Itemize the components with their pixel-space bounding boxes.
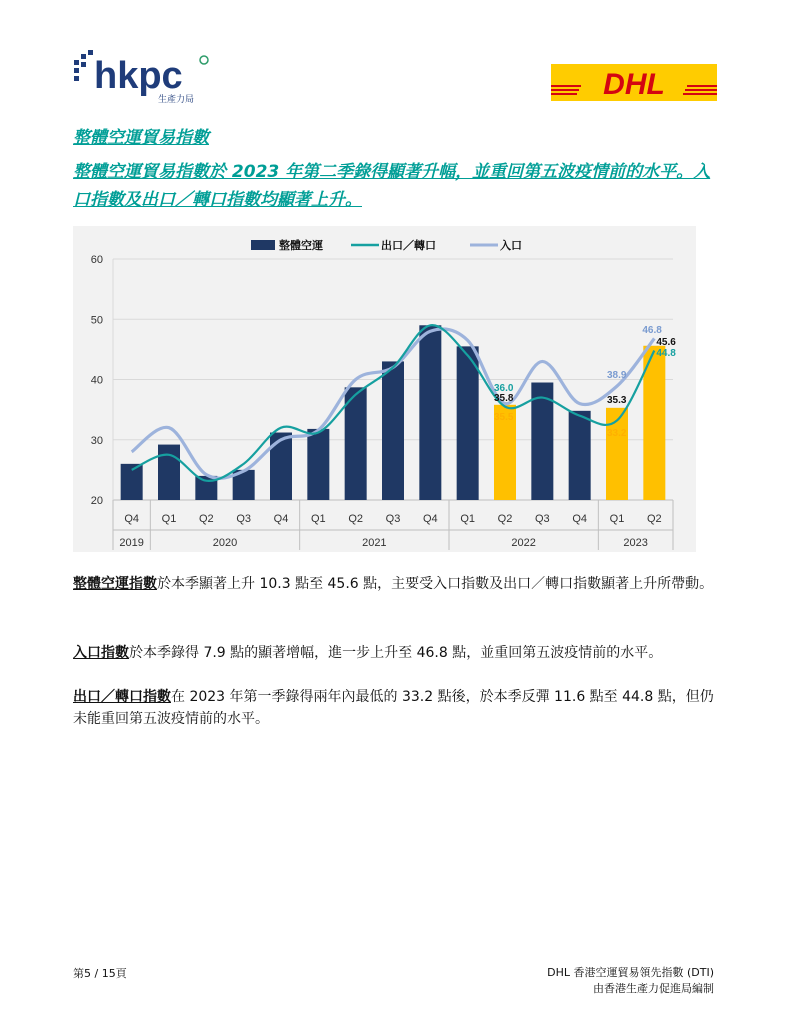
x-tick-label: Q4 bbox=[273, 513, 289, 525]
chart-svg bbox=[73, 226, 696, 552]
paragraph-import bbox=[73, 642, 723, 664]
bar bbox=[382, 361, 404, 500]
paragraph-export bbox=[73, 686, 723, 730]
hkpc-logo-sub: 生產力局 bbox=[158, 95, 195, 105]
bar bbox=[270, 433, 292, 500]
x-tick-label: Q2 bbox=[348, 513, 364, 525]
year-label: 2021 bbox=[362, 537, 387, 549]
hkpc-logo-text: hkpc bbox=[94, 55, 183, 97]
data-label: 33.2 bbox=[607, 428, 627, 439]
year-label: 2022 bbox=[511, 537, 536, 549]
dhl-logo-text: DHL bbox=[603, 68, 665, 101]
x-tick-label: Q2 bbox=[497, 513, 513, 525]
data-label: 46.8 bbox=[642, 325, 662, 336]
footer-credit bbox=[547, 965, 714, 997]
dhl-logo bbox=[551, 64, 717, 101]
paragraph-overall bbox=[73, 573, 723, 595]
x-tick-label: Q2 bbox=[198, 513, 214, 525]
bar bbox=[569, 411, 591, 500]
data-label: 35.3 bbox=[607, 395, 627, 406]
data-label: 36.0 bbox=[494, 383, 514, 394]
paragraph-import-term: 入口指數 bbox=[73, 645, 129, 661]
footer-credit-line1: DHL 香港空運貿易領先指數 (DTI) bbox=[547, 966, 714, 979]
bar bbox=[419, 325, 441, 500]
data-label: 35.8 bbox=[494, 393, 514, 404]
x-tick-label: Q3 bbox=[236, 513, 252, 525]
headline: 整體空運貿易指數於 2023 年第二季錄得顯著升幅，並重回第五波疫情前的水平。入口指數及出口／轉口指數均顯著上升。 bbox=[73, 162, 711, 210]
year-label: 2020 bbox=[212, 537, 238, 549]
x-tick-label: Q1 bbox=[460, 513, 476, 525]
y-tick-label: 60 bbox=[90, 254, 103, 266]
hkpc-logo bbox=[72, 48, 212, 108]
x-tick-label: Q4 bbox=[572, 513, 588, 525]
section-title: 整體空運貿易指數 bbox=[73, 128, 209, 148]
y-tick-label: 20 bbox=[90, 495, 103, 507]
data-label: 38.9 bbox=[607, 370, 627, 381]
x-tick-label: Q3 bbox=[385, 513, 401, 525]
x-tick-label: Q1 bbox=[310, 513, 326, 525]
bar bbox=[307, 429, 329, 500]
year-label: 2019 bbox=[119, 537, 144, 549]
data-label: 45.6 bbox=[656, 337, 676, 348]
paragraph-overall-text: 於本季顯著上升 10.3 點至 45.6 點，主要受入口指數及出口／轉口指數顯著上升所帶動。 bbox=[157, 576, 714, 592]
legend-swatch-bar bbox=[251, 240, 275, 250]
year-label: 2023 bbox=[623, 537, 648, 549]
y-tick-label: 40 bbox=[90, 374, 103, 387]
paragraph-overall-term: 整體空運指數 bbox=[73, 576, 157, 592]
footer-credit-line2: 由香港生產力促進局編制 bbox=[593, 982, 714, 995]
legend-label: 入口 bbox=[500, 239, 522, 252]
paragraph-export-term: 出口／轉口指數 bbox=[73, 689, 171, 705]
x-tick-label: Q1 bbox=[609, 513, 625, 525]
data-label: 35.5 bbox=[494, 412, 514, 423]
paragraph-import-text: 於本季錄得 7.9 點的顯著增幅，進一步上升至 46.8 點，並重回第五波疫情前的水平。 bbox=[129, 645, 663, 661]
chart bbox=[73, 226, 696, 552]
legend-label: 整體空運 bbox=[279, 239, 323, 252]
y-tick-label: 30 bbox=[90, 434, 103, 447]
x-tick-label: Q3 bbox=[534, 513, 550, 525]
data-label: 44.8 bbox=[656, 348, 676, 359]
paragraph-export-text: 在 2023 年第一季錄得兩年內最低的 33.2 點後，於本季反彈 11.6 點至 44.8 點，但仍未能重回第五波疫情前的水平。 bbox=[73, 689, 714, 727]
x-tick-label: Q1 bbox=[161, 513, 177, 525]
x-tick-label: Q4 bbox=[124, 513, 140, 525]
bar bbox=[158, 445, 180, 500]
x-tick-label: Q2 bbox=[646, 513, 662, 525]
legend-label: 出口／轉口 bbox=[381, 239, 436, 252]
page-number: 第5 / 15頁 bbox=[73, 967, 127, 980]
y-tick-label: 50 bbox=[90, 314, 103, 327]
x-tick-label: Q4 bbox=[422, 513, 438, 525]
bar bbox=[457, 346, 479, 500]
bar bbox=[345, 387, 367, 500]
